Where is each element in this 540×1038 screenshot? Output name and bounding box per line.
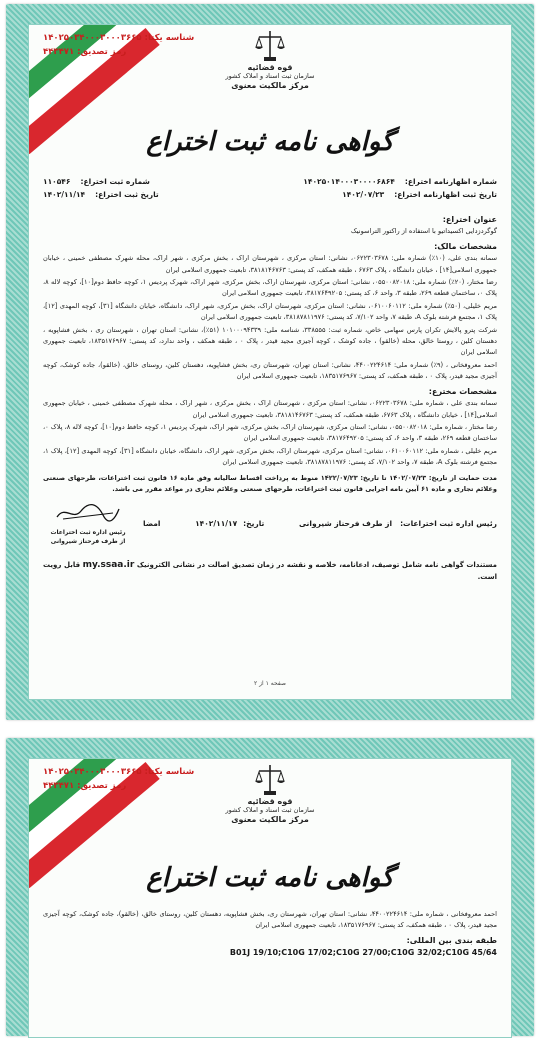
owner-item: احمد معروفخانی ، (۹٪) شماره ملی: ۴۴۰۰۲۲۴۶۱۴، نشانی: استان تهران، شهرستان ری، بخش فشاپویه، دهستان کلین، روستای خالق، (خالقو)، جاده کوشک، کوچه آجیزی مجید قیدر، پلاک ۰ ، طبقه همکف، کد پستی: ۱۸۳۵۱۷۶۹۶۷، تابعیت جمهوری اسلامی ایران bbox=[43, 360, 497, 381]
sign-date: ۱۴۰۲/۱۱/۱۷ bbox=[195, 519, 238, 529]
owner-item: مریم خلیلی، (۵۰٪) شماره ملی: ۰۶۱۰۰۶۰۱۱۲، نشانی: استان مرکزی، شهرستان اراک، بخش مرکزی، شهر اراک، دانشگاه، خیابان دانشگاه [۳۱]، کوچه المهدی [۱۲]، پلاک ۱، مجتمع فرشته بلوک A، طبقه ۷، واحد ۷/۱۰۲، کد پستی: ۳۸۱۸۷۸۱۱۹۷۶، تابعیت جمهوری اسلامی ایران bbox=[43, 301, 497, 322]
handwritten-signature-icon bbox=[53, 501, 123, 523]
verify-url-link[interactable]: my.ssaa.ir bbox=[82, 560, 135, 571]
scales-of-justice-icon bbox=[255, 29, 285, 63]
verify-code-label: رمز تصدیق: bbox=[77, 47, 127, 57]
sign-date-label: تاریخ: bbox=[243, 519, 265, 529]
stamp-sub: از طرف فرحناز شیروانی bbox=[50, 538, 126, 546]
scales-of-justice-icon bbox=[255, 763, 285, 797]
declaration-date-label: تاریخ ثبت اظهارنامه اختراع: bbox=[394, 190, 497, 199]
center-name: مرکز مالکیت معنوی bbox=[231, 81, 309, 90]
stamp-title: رئیس اداره ثبت اختراعات bbox=[50, 529, 126, 537]
invention-heading: عنوان اختراع: bbox=[442, 215, 497, 224]
certificate-body bbox=[28, 24, 512, 700]
verify-text: مستندات گواهی نامه شامل توصیف، ادعانامه، خلاصه و نقشه در زمان تصدیق اصالت در نشانی الکترونیک bbox=[136, 561, 498, 570]
org-sub: سازمان ثبت اسناد و املاک کشور bbox=[225, 72, 315, 80]
signature-stamp bbox=[43, 501, 133, 546]
certificate-page-1 bbox=[6, 4, 534, 720]
page-number: صفحه ۱ از ۲ bbox=[254, 680, 286, 687]
inventors-heading: مشخصات مخترع: bbox=[428, 386, 497, 396]
owner-item: رضا مختار، (۲۰٪) شماره ملی: ۰۵۵۰۰۸۲۰۱۸، نشانی: استان مرکزی، شهرستان اراک، بخش مرکزی، شهر اراک، شهرک پردیس ۱، کوچه حافظ دوم[۱۰]، کوچه لاله ۸، پلاک ۰، ساختمان قطعه ۲۶۹، طبقه ۳، واحد ۶، کد پستی: ۳۸۱۷۶۴۹۲۰۵، تابعیت جمهوری اسلامی ایران bbox=[43, 278, 497, 298]
declaration-no-label: شماره اظهارنامه اختراع: bbox=[404, 177, 497, 186]
verify-code-value: ۴۴۳۴۷۱ bbox=[43, 781, 75, 791]
registration-no-label: شماره ثبت اختراع: bbox=[80, 177, 150, 186]
sign-label: امضا bbox=[143, 519, 161, 529]
owner-item: سمانه بندی علی، (۱۰٪) شماره ملی: ۰۶۲۲۳۰۳۶۷۸، نشانی: استان مرکزی ، شهرستان اراک ، بخش مرکزی ، شهر اراک، محله شهرک مصطفی خمینی ، خیابان جمهوری اسلامی[۱۴] ، خیابان دانشگاه ، پلاک ۶۷۶۳ ، طبقه همکف، کد پستی: ۳۸۱۸۱۴۶۷۶۳، تابعیت جمهوری اسلامی ایران bbox=[43, 254, 498, 274]
owner-item: شرکت پترو پالایش تکران پارس سهامی خاص، شماره ثبت: ۳۳۸۵۵۵، شناسه ملی: ۱۰۱۰۰۰۹۴۳۳۹ (۵۱٪)، نشانی: استان تهران ، شهرستان ری ، بخش فشاپویه ، دهستان کلین ، روستا خالق، محله (خالقو) ، جاده کوشک ، کوچه آجیزی مجید قیدر ، پلاک ۰ ، طبقه همکف ، واحد ندارد، کد پستی: ۱۸۳۵۱۷۶۹۶۷، تابعیت جمهوری اسلامی ایران bbox=[43, 325, 498, 357]
center-name: مرکز مالکیت معنوی bbox=[231, 815, 309, 824]
inventor-item: مریم خلیلی ، شماره ملی: ۰۶۱۰۰۶۰۱۱۲، نشانی: استان مرکزی، شهرستان اراک، بخش مرکزی، شهر اراک، دانشگاه، خیابان دانشگاه [۳۱]، کوچه المهدی [۱۲]، پلاک ۱، مجتمع فرشته بلوک A، طبقه ۷، واحد ۷/۱۰۲، کد پستی: ۳۸۱۸۷۸۱۱۹۷۶، تابعیت جمهوری اسلامی ایران bbox=[43, 446, 497, 467]
serial-label: شناسه یکتا: bbox=[144, 767, 195, 777]
org-line: قوه قضائیه bbox=[247, 63, 293, 72]
meta-info bbox=[43, 175, 497, 201]
verify-code-label: رمز تصدیق: bbox=[77, 781, 127, 791]
classification-codes: B01J 19/10;C10G 17/02;C10G 27/00;C10G 32/02;C10G 45/64 bbox=[229, 948, 497, 958]
registration-no: ۱۱۰۵۴۶ bbox=[43, 177, 71, 186]
invention-title: گوگردزدایی اکسیداتیو با استفاده از راکتور التراسونیک bbox=[350, 227, 497, 236]
certificate-content bbox=[43, 909, 497, 959]
signature-row bbox=[43, 501, 497, 546]
declaration-date: ۱۴۰۲/۰۷/۲۳ bbox=[342, 190, 385, 199]
serial-block bbox=[43, 31, 194, 59]
registration-date-label: تاریخ ثبت اختراع: bbox=[95, 190, 159, 199]
org-line: قوه قضائیه bbox=[247, 797, 293, 806]
protection-term: مدت حمایت از تاریخ: ۱۴۰۲/۰۷/۲۳ تا تاریخ: ۱۴۲۲/۰۷/۲۳ منوط به پرداخت اقساط سالیانه وفق ماده ۱۶ قانون ثبت اختراعات، طرحهای صنعتی وعلائم تجاری و ماده ۶۱ آیین نامه اجرایی قانون ثبت اختراعات، طرحهای صنعتی وعلائم تجاری در مواعد مقرر می باشد. bbox=[43, 473, 497, 493]
classification-heading: طبقه بندی بین المللی: bbox=[406, 935, 497, 945]
serial-value: ۱۴۰۲۵۰۳۴۰۰۰۳۰۰۰۳۶۶۵ bbox=[43, 767, 142, 777]
page-title: گواهی نامه ثبت اختراع bbox=[146, 127, 394, 157]
verify-tail: قابل رویت است. bbox=[43, 561, 497, 581]
inventor-item: رضا مختار ، شماره ملی: ۰۵۵۰۰۸۲۰۱۸، نشانی: استان مرکزی، شهرستان اراک، بخش مرکزی، شهر اراک، شهرک پردیس ۱، کوچه حافظ دوم[۱۰]، کوچه لاله ۸، پلاک ۰، ساختمان قطعه ۲۶۹، طبقه ۳، واحد ۶، کد پستی: ۳۸۱۷۶۴۹۲۰۵، تابعیت جمهوری اسلامی ایران bbox=[43, 422, 497, 443]
declaration-no: ۱۴۰۲۵۰۱۴۰۰۰۳۰۰۰۰۶۸۶۴ bbox=[303, 177, 395, 186]
judiciary-emblem bbox=[220, 29, 320, 90]
serial-label: شناسه یکتا: bbox=[144, 33, 195, 43]
certificate-content bbox=[43, 211, 497, 583]
registration-date: ۱۴۰۲/۱۱/۱۴ bbox=[43, 190, 86, 199]
chief-name: از طرف فرحناز شیروانی bbox=[298, 519, 393, 529]
inventor-item: سمانه بندی علی ، شماره ملی: ۰۶۲۲۳۰۳۶۷۸، نشانی: استان مرکزی ، شهرستان اراک ، بخش مرکزی ، شهر اراک ، محله شهرک مصطفی خمینی ، خیابان جمهوری اسلامی[۱۴] ، خیابان دانشگاه ، پلاک ۶۷۶۳، طبقه همکف، کد پستی: ۳۸۱۸۱۴۶۷۶۳، تابعیت جمهوری اسلامی ایران bbox=[43, 399, 497, 419]
chief-label: رئیس اداره ثبت اختراعات: bbox=[400, 519, 497, 529]
serial-block bbox=[43, 765, 194, 793]
org-sub: سازمان ثبت اسناد و املاک کشور bbox=[225, 806, 315, 814]
judiciary-emblem bbox=[220, 763, 320, 824]
verify-note bbox=[43, 560, 497, 583]
page-title: گواهی نامه ثبت اختراع bbox=[146, 863, 394, 893]
certificate-body bbox=[28, 758, 512, 1038]
owners-heading: مشخصات مالک: bbox=[434, 241, 497, 251]
verify-code-value: ۴۴۳۴۷۱ bbox=[43, 47, 75, 57]
serial-value: ۱۴۰۲۵۰۳۴۰۰۰۳۰۰۰۳۶۶۵ bbox=[43, 33, 142, 43]
certificate-page-2 bbox=[6, 738, 534, 1036]
owner-item: احمد معروفخانی ، شماره ملی: ۴۴۰۰۲۲۴۶۱۴، نشانی: استان تهران، شهرستان ری، بخش فشاپویه، دهستان کلین، روستای خالق، (خالقو)، جاده کوشک، کوچه آجیزی مجید قیدر، پلاک ۰ ، طبقه همکف، کد پستی: ۱۸۳۵۱۷۶۹۶۷، تابعیت جمهوری اسلامی ایران bbox=[43, 910, 497, 930]
